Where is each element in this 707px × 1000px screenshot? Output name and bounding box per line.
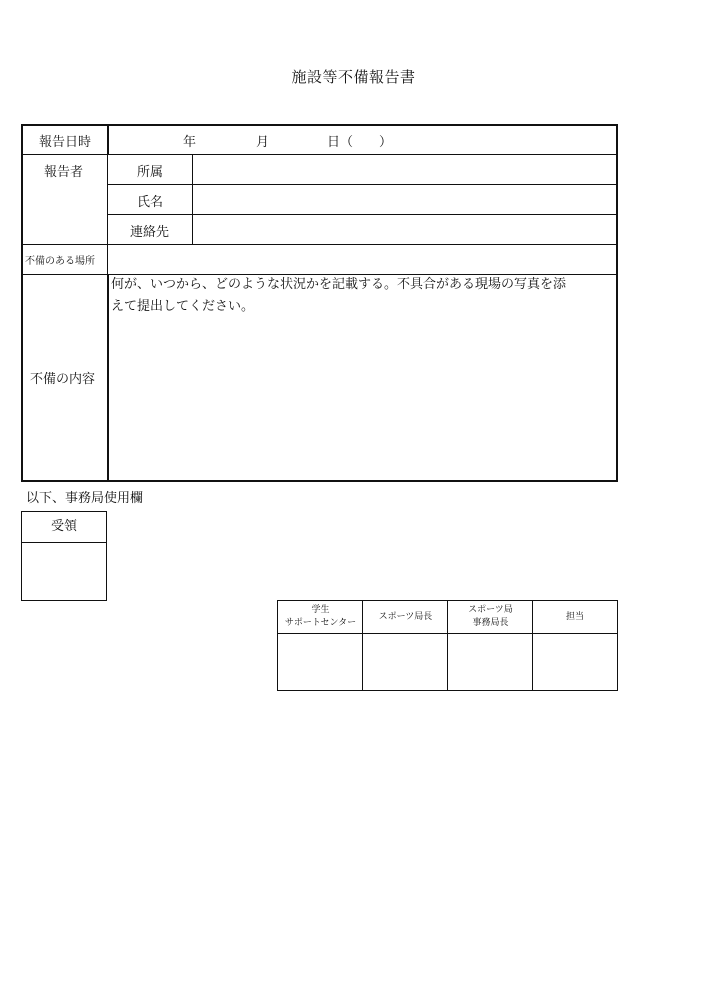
receipt-label: 受領 (22, 512, 106, 543)
contact-field[interactable] (193, 215, 616, 244)
location-label: 不備のある場所 (25, 256, 95, 267)
report-date-year[interactable]: 年 (183, 135, 197, 150)
approval-header (533, 601, 617, 634)
approval-header-line: 学生 (311, 605, 330, 615)
name-field[interactable] (193, 185, 616, 214)
reporter-label: 報告者 (44, 165, 84, 180)
approval-header (278, 601, 363, 634)
approval-column-student-support[interactable] (278, 601, 363, 690)
office-use-note: 以下、事務局使用欄 (26, 491, 144, 506)
affiliation-field[interactable] (193, 155, 616, 184)
location-field[interactable] (109, 245, 616, 274)
approval-header (448, 601, 533, 634)
label-column-divider (107, 274, 109, 480)
report-date-month[interactable]: 月 (256, 135, 270, 150)
approval-header-line: スポーツ局長 (378, 611, 433, 622)
content-instruction-line: えて提出してください。 (111, 299, 255, 314)
approval-header-line: スポーツ局 (468, 605, 513, 615)
approval-header-line: 担当 (565, 611, 584, 622)
report-form-table (21, 124, 618, 482)
content-instruction[interactable] (111, 274, 616, 318)
approval-header-line: 事務局長 (472, 618, 509, 628)
page-title: 施設等不備報告書 (291, 68, 416, 86)
content-label: 不備の内容 (30, 372, 96, 387)
name-label: 氏名 (137, 195, 164, 210)
contact-label: 連絡先 (130, 225, 170, 240)
approval-header (363, 601, 448, 634)
approval-table (277, 600, 618, 691)
content-instruction-line: 何が、いつから、どのような状況かを記載する。不具合がある現場の写真を添 (111, 277, 567, 292)
label-column-divider (107, 126, 109, 154)
affiliation-label: 所属 (137, 165, 164, 180)
receipt-box (21, 511, 107, 601)
report-date-label: 報告日時 (39, 135, 92, 150)
approval-header-line: サポートセンター (284, 618, 357, 628)
report-date-day[interactable]: 日（ ） (327, 135, 393, 150)
approval-column-sports-director[interactable] (363, 601, 448, 690)
approval-column-secretary-general[interactable] (448, 601, 533, 690)
approval-column-staff[interactable] (533, 601, 617, 690)
receipt-stamp-area[interactable] (22, 543, 106, 600)
label-column-divider (107, 154, 108, 274)
